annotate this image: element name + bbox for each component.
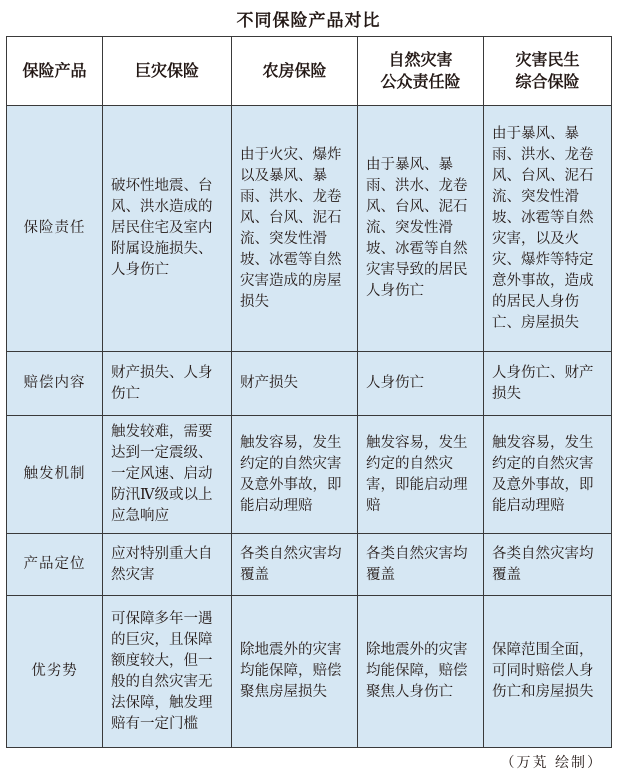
table-cell: 除地震外的灾害均能保障，赔偿聚焦房屋损失 [232,596,358,748]
row-label: 赔偿内容 [7,352,103,416]
table-cell: 人身伤亡、财产损失 [484,352,612,416]
table-cell: 各类自然灾害均覆盖 [358,534,484,596]
table-cell: 触发较难，需要达到一定震级、一定风速、启动防汛Ⅳ级或以上应急响应 [103,416,232,534]
row-label: 优劣势 [7,596,103,748]
table-cell: 破坏性地震、台风、洪水造成的居民住宅及室内附属设施损失、人身伤亡 [103,106,232,352]
table-cell: 各类自然灾害均覆盖 [484,534,612,596]
row-label: 保险责任 [7,106,103,352]
table-cell: 财产损失 [232,352,358,416]
table-cell: 由于火灾、爆炸以及暴风、暴雨、洪水、龙卷风、台风、泥石流、突发性滑坡、冰雹等自然灾害造成的房屋损失 [232,106,358,352]
table-row [7,416,612,534]
table-cell: 应对特别重大自然灾害 [103,534,232,596]
table-cell: 由于暴风、暴雨、洪水、龙卷风、台风、泥石流、突发性滑坡、冰雹等自然灾害，以及火灾、爆炸等特定意外事故，造成的居民人身伤亡、房屋损失 [484,106,612,352]
table-cell: 除地震外的灾害均能保障，赔偿聚焦人身伤亡 [358,596,484,748]
header-cell: 巨灾保险 [103,37,232,106]
header-cell: 灾害民生 综合保险 [484,37,612,106]
header-cell: 保险产品 [7,37,103,106]
table-row [7,106,612,352]
table-cell: 各类自然灾害均覆盖 [232,534,358,596]
row-label: 产品定位 [7,534,103,596]
table-cell: 触发容易，发生约定的自然灾害及意外事故，即能启动理赔 [232,416,358,534]
comparison-table [6,36,612,748]
table-cell: 人身伤亡 [358,352,484,416]
page-title: 不同保险产品对比 [236,11,381,31]
table-cell: 触发容易，发生约定的自然灾害及意外事故，即能启动理赔 [484,416,612,534]
credit-line: （万芄 绘制） [500,755,603,771]
table-cell: 触发容易，发生约定的自然灾害，即能启动理赔 [358,416,484,534]
row-label: 触发机制 [7,416,103,534]
table-row [7,596,612,748]
header-cell: 自然灾害 公众责任险 [358,37,484,106]
table-cell: 可保障多年一遇的巨灾，且保障额度较大，但一般的自然灾害无法保障，触发理赔有一定门槛 [103,596,232,748]
header-row [7,37,612,106]
table-cell: 保障范围全面，可同时赔偿人身伤亡和房屋损失 [484,596,612,748]
table-cell: 由于暴风、暴雨、洪水、龙卷风、台风、泥石流、突发性滑坡、冰雹等自然灾害导致的居民人身伤亡 [358,106,484,352]
table-cell: 财产损失、人身伤亡 [103,352,232,416]
header-cell: 农房保险 [232,37,358,106]
table-row [7,534,612,596]
table-row [7,352,612,416]
